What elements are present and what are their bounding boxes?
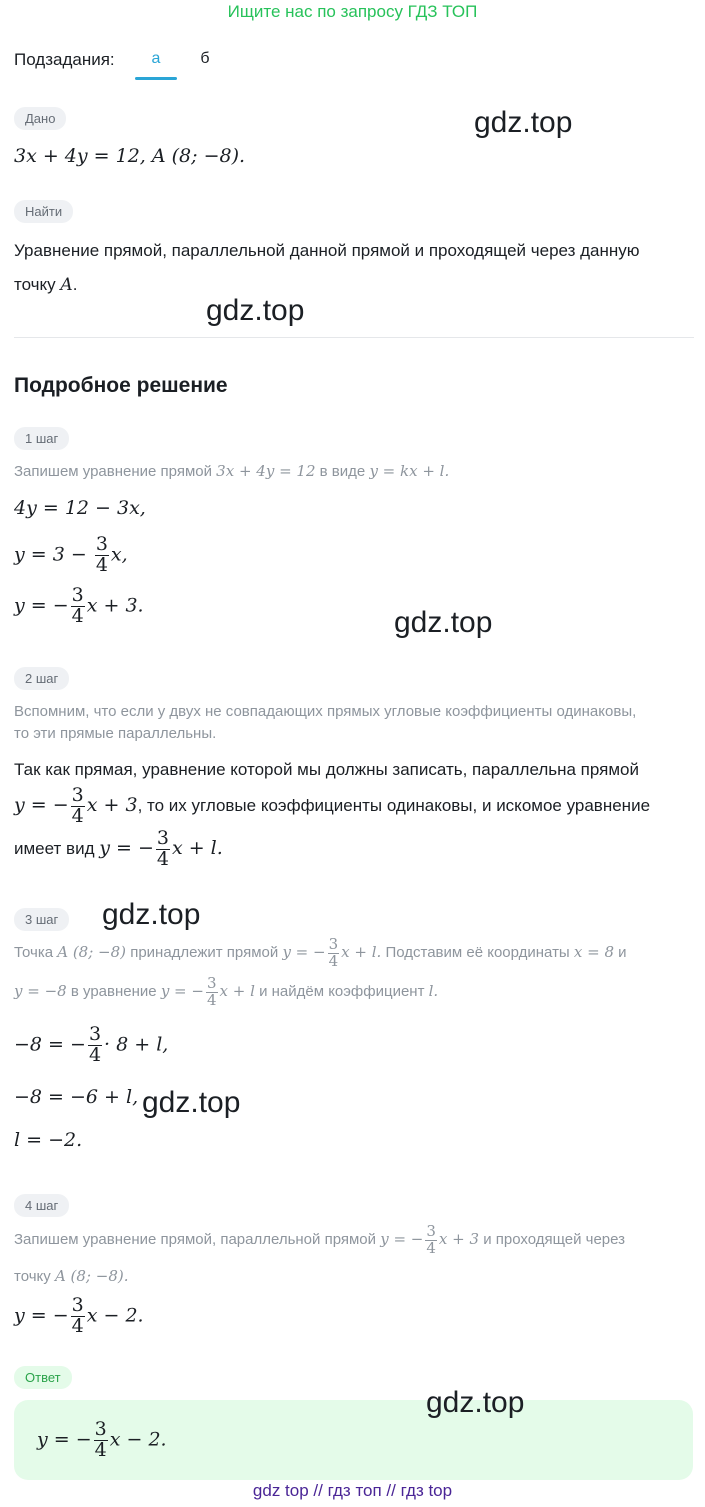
fraction: $\frac{3}{4}$ bbox=[88, 1023, 102, 1066]
step4-text-line2: точку A (8; −8). bbox=[14, 1267, 129, 1285]
step4-text-line1: Запишем уравнение прямой, параллельной прямой y = − $\frac{3}{4}$ x + 3 и проходящей через bbox=[14, 1222, 626, 1257]
answer-chip: Ответ bbox=[14, 1366, 72, 1389]
fraction: $\frac{3}{4}$ bbox=[95, 533, 108, 576]
solution-title: Подробное решение bbox=[14, 374, 228, 397]
subtasks-label: Подзадания: bbox=[14, 50, 115, 69]
step3-text-line1: Точка A (8; −8) принадлежит прямой y = − $\frac{3}{4}$ x + l. Подставим её координаты x = 8 и bbox=[14, 935, 627, 970]
step1-line3: y = − $\frac{3}{4}$ x + 3. bbox=[14, 584, 144, 627]
step4-line: y = − $\frac{3}{4}$ x − 2. bbox=[14, 1294, 144, 1337]
find-chip: Найти bbox=[14, 200, 73, 223]
watermark: gdz.top bbox=[102, 898, 201, 931]
footer-links[interactable]: gdz top // гдз топ // гдз top bbox=[252, 1481, 453, 1500]
find-text-line2: точку A. bbox=[14, 275, 78, 295]
step1-line2: y = 3 − $\frac{3}{4}$ x, bbox=[14, 533, 128, 576]
step3-line2: −8 = −6 + l, bbox=[14, 1086, 139, 1108]
fraction: $\frac{3}{4}$ bbox=[71, 784, 84, 827]
step2-text-line2: то эти прямые параллельны. bbox=[14, 725, 217, 742]
watermark: gdz.top bbox=[474, 106, 573, 139]
step2-main-line1: Так как прямая, уравнение которой мы должны записать, параллельна прямой bbox=[14, 760, 639, 779]
answer-line: y = − $\frac{3}{4}$ x − 2. bbox=[37, 1418, 167, 1461]
tab-a[interactable]: а bbox=[151, 50, 161, 67]
step3-line1: −8 = − $\frac{3}{4}$ · 8 + l, bbox=[14, 1023, 169, 1066]
step2-chip: 2 шаг bbox=[14, 667, 69, 690]
divider bbox=[14, 337, 694, 338]
watermark: gdz.top bbox=[426, 1386, 525, 1419]
step1-text: Запишем уравнение прямой 3x + 4y = 12 в виде y = kx + l. bbox=[14, 462, 450, 480]
fraction: $\frac{3}{4}$ bbox=[71, 1294, 84, 1337]
fraction: $\frac{3}{4}$ bbox=[156, 827, 169, 870]
step2-main-line2: y = − $\frac{3}{4}$ x + 3, то их угловые коэффициенты одинаковы, и искомое уравнение bbox=[14, 784, 651, 827]
step3-line3: l = −2. bbox=[14, 1129, 83, 1151]
fraction: $\frac{3}{4}$ bbox=[71, 584, 84, 627]
step1-line1: 4y = 12 − 3x, bbox=[14, 497, 146, 519]
find-text-line1: Уравнение прямой, параллельной данной прямой и проходящей через данную bbox=[14, 241, 640, 260]
given-chip: Дано bbox=[14, 107, 66, 130]
watermark: gdz.top bbox=[206, 294, 305, 327]
watermark: gdz.top bbox=[394, 606, 493, 639]
step2-text-line1: Вспомним, что если у двух не совпадающих прямых угловые коэффициенты одинаковы, bbox=[14, 703, 637, 720]
tab-b[interactable]: б bbox=[200, 50, 210, 67]
step4-chip: 4 шаг bbox=[14, 1194, 69, 1217]
fraction: $\frac{3}{4}$ bbox=[206, 974, 217, 1009]
step1-chip: 1 шаг bbox=[14, 427, 69, 450]
top-banner[interactable]: Ищите нас по запросу ГДЗ ТОП bbox=[227, 2, 478, 21]
fraction: $\frac{3}{4}$ bbox=[426, 1222, 436, 1257]
step2-main-line3: имеет вид y = − $\frac{3}{4}$ x + l. bbox=[14, 827, 223, 870]
given-equation: 3x + 4y = 12, A (8; −8). bbox=[14, 145, 246, 167]
fraction: $\frac{3}{4}$ bbox=[94, 1418, 107, 1461]
watermark: gdz.top bbox=[142, 1086, 241, 1119]
fraction: $\frac{3}{4}$ bbox=[328, 935, 339, 970]
active-tab-indicator bbox=[135, 77, 177, 80]
step3-text-line2: y = −8 в уравнение y = − $\frac{3}{4}$ x + l и найдём коэффициент l. bbox=[14, 974, 439, 1009]
step3-chip: 3 шаг bbox=[14, 908, 69, 931]
